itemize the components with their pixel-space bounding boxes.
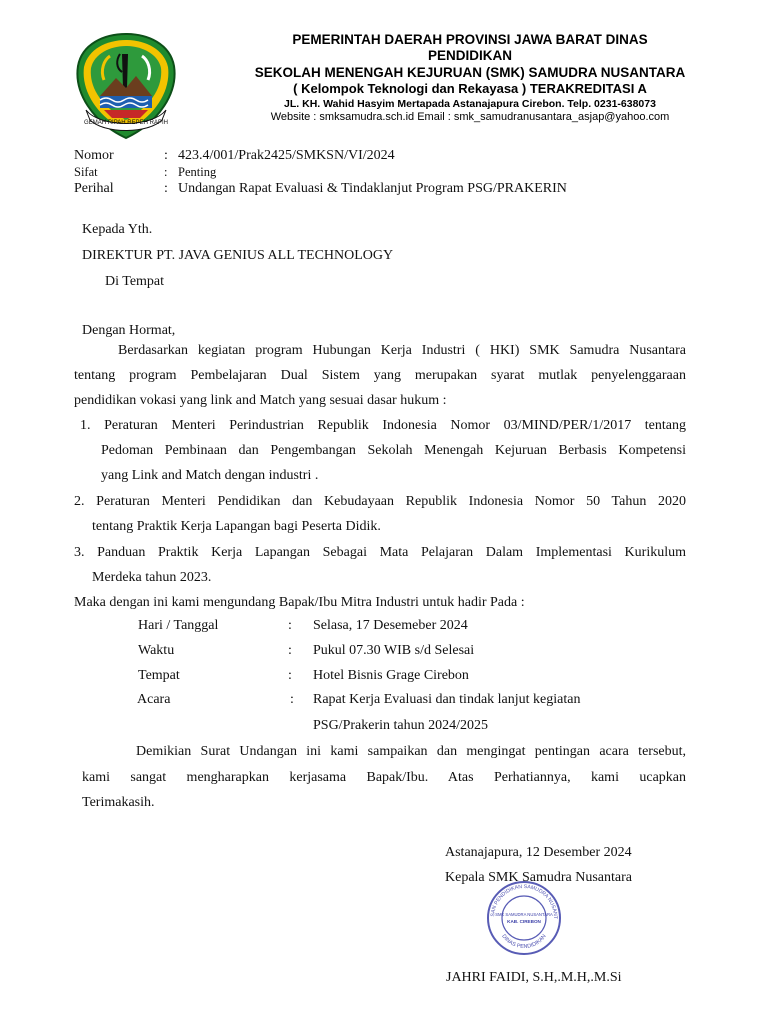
intro-line-3: pendidikan vokasi yang link and Match yang sesuai dasar hukum :: [74, 393, 447, 408]
letterhead-contact: Website : smksamudra.sch.id Email : smk_samudranusantara_asjap@yahoo.com: [270, 111, 670, 123]
legal-item-1-line-2: Pedoman Pembinaan dan Pengembangan Sekolah Menengah Kejuruan Berbasis Kompetensi: [101, 443, 686, 458]
legal-item-1-line-3: yang Link and Match dengan industri .: [101, 468, 319, 483]
closing-line-3: Terimakasih.: [82, 795, 155, 810]
schedule-date-label: Hari / Tanggal: [138, 618, 219, 633]
salutation: Dengan Hormat,: [82, 323, 176, 338]
recipient-greeting: Kepada Yth.: [82, 222, 153, 237]
svg-text:DINAS PENDIDIKAN: [500, 933, 547, 950]
schedule-agenda-value-line-2: PSG/Prakerin tahun 2024/2025: [313, 718, 488, 733]
schedule-place-colon: :: [288, 668, 292, 683]
schedule-time-colon: :: [288, 643, 292, 658]
sifat-value: Penting: [178, 165, 217, 179]
letterhead-department: PENDIDIKAN: [427, 48, 512, 63]
schedule-place-value: Hotel Bisnis Grage Cirebon: [313, 668, 469, 683]
schedule-agenda-value-line-1: Rapat Kerja Evaluasi dan tindak lanjut kegiatan: [313, 692, 581, 707]
letterhead: [200, 32, 740, 124]
stamp-center-text-1: SMK SAMUDRA NUSANTARA: [495, 912, 553, 917]
legal-item-2-line-1: 2. Peraturan Menteri Pendidikan dan Kebudayaan Republik Indonesia Nomor 50 Tahun 2020: [74, 494, 686, 509]
letterhead-government: PEMERINTAH DAERAH PROVINSI JAWA BARAT DINAS: [292, 32, 648, 47]
signature-position: Kepala SMK Samudra Nusantara: [445, 870, 633, 885]
letterhead-address: JL. KH. Wahid Hasyim Mertapada Astanajapura Cirebon. Telp. 0231-638073: [284, 98, 656, 110]
closing-line-2: kami sangat mengharapkan kerjasama Bapak/Ibu. Atas Perhatiannya, kami ucapkan: [82, 770, 686, 785]
nomor-colon: :: [164, 148, 168, 163]
west-java-emblem-logo: [70, 30, 182, 142]
schedule-time-label: Waktu: [138, 643, 175, 658]
legal-item-1-line-1: 1. Peraturan Menteri Perindustrian Republik Indonesia Nomor 03/MIND/PER/1/2017 tentang: [80, 418, 686, 433]
stamp-center-text-2: KAB. CIREBON: [507, 919, 541, 924]
school-stamp-icon: [486, 880, 562, 956]
schedule-date-colon: :: [288, 618, 292, 633]
sifat-label: Sifat: [74, 165, 98, 179]
invitation-text: Maka dengan ini kami mengundang Bapak/Ibu Mitra Industri untuk hadir Pada :: [74, 595, 525, 610]
logo-motto-text: GEMAH RIPAH REPEH RAPIH: [84, 120, 168, 126]
stamp-bottom-text: DINAS PENDIDIKAN: [500, 933, 548, 951]
letterhead-school-name: SEKOLAH MENENGAH KEJURUAN (SMK) SAMUDRA NUSANTARA: [254, 65, 686, 80]
perihal-label: Perihal: [74, 181, 114, 196]
legal-item-2-line-2: tentang Praktik Kerja Lapangan bagi Peserta Didik.: [92, 519, 381, 534]
legal-item-3-line-2: Merdeka tahun 2023.: [92, 570, 212, 585]
stamp-top-text: SAN PENDIDIKAN SAMUDRA NUSANT: [489, 883, 559, 919]
schedule-agenda-label: Acara: [137, 692, 171, 707]
recipient-place: Di Tempat: [105, 274, 165, 289]
nomor-value: 423.4/001/Prak2425/SMKSN/VI/2024: [178, 148, 395, 163]
schedule-date-value: Selasa, 17 Desemeber 2024: [313, 618, 468, 633]
sifat-colon: :: [164, 165, 168, 179]
intro-line-2: tentang program Pembelajaran Dual Sistem yang merupakan syarat mutlak penyelenggaraan: [74, 368, 686, 383]
perihal-colon: :: [164, 181, 168, 196]
nomor-label: Nomor: [74, 148, 114, 163]
signature-place-date: Astanajapura, 12 Desember 2024: [445, 845, 632, 860]
letterhead-accreditation: ( Kelompok Teknologi dan Rekayasa ) TERAKREDITASI A: [293, 81, 647, 96]
closing-line-1: Demikian Surat Undangan ini kami sampaikan dan mengingat pentingan acara tersebut,: [136, 744, 686, 759]
intro-line-1: Berdasarkan kegiatan program Hubungan Kerja Industri ( HKI) SMK Samudra Nusantara: [118, 343, 686, 358]
schedule-place-label: Tempat: [138, 668, 180, 683]
schedule-agenda-colon: :: [290, 692, 294, 707]
perihal-value: Undangan Rapat Evaluasi & Tindaklanjut Program PSG/PRAKERIN: [178, 181, 567, 196]
signatory-name: JAHRI FAIDI, S.H,.M.H,.M.Si: [446, 970, 622, 985]
schedule-time-value: Pukul 07.30 WIB s/d Selesai: [313, 643, 475, 658]
legal-item-3-line-1: 3. Panduan Praktik Kerja Lapangan Sebagai Mata Pelajaran Dalam Implementasi Kurikulum: [74, 545, 686, 560]
recipient-name: DIREKTUR PT. JAVA GENIUS ALL TECHNOLOGY: [82, 248, 394, 263]
